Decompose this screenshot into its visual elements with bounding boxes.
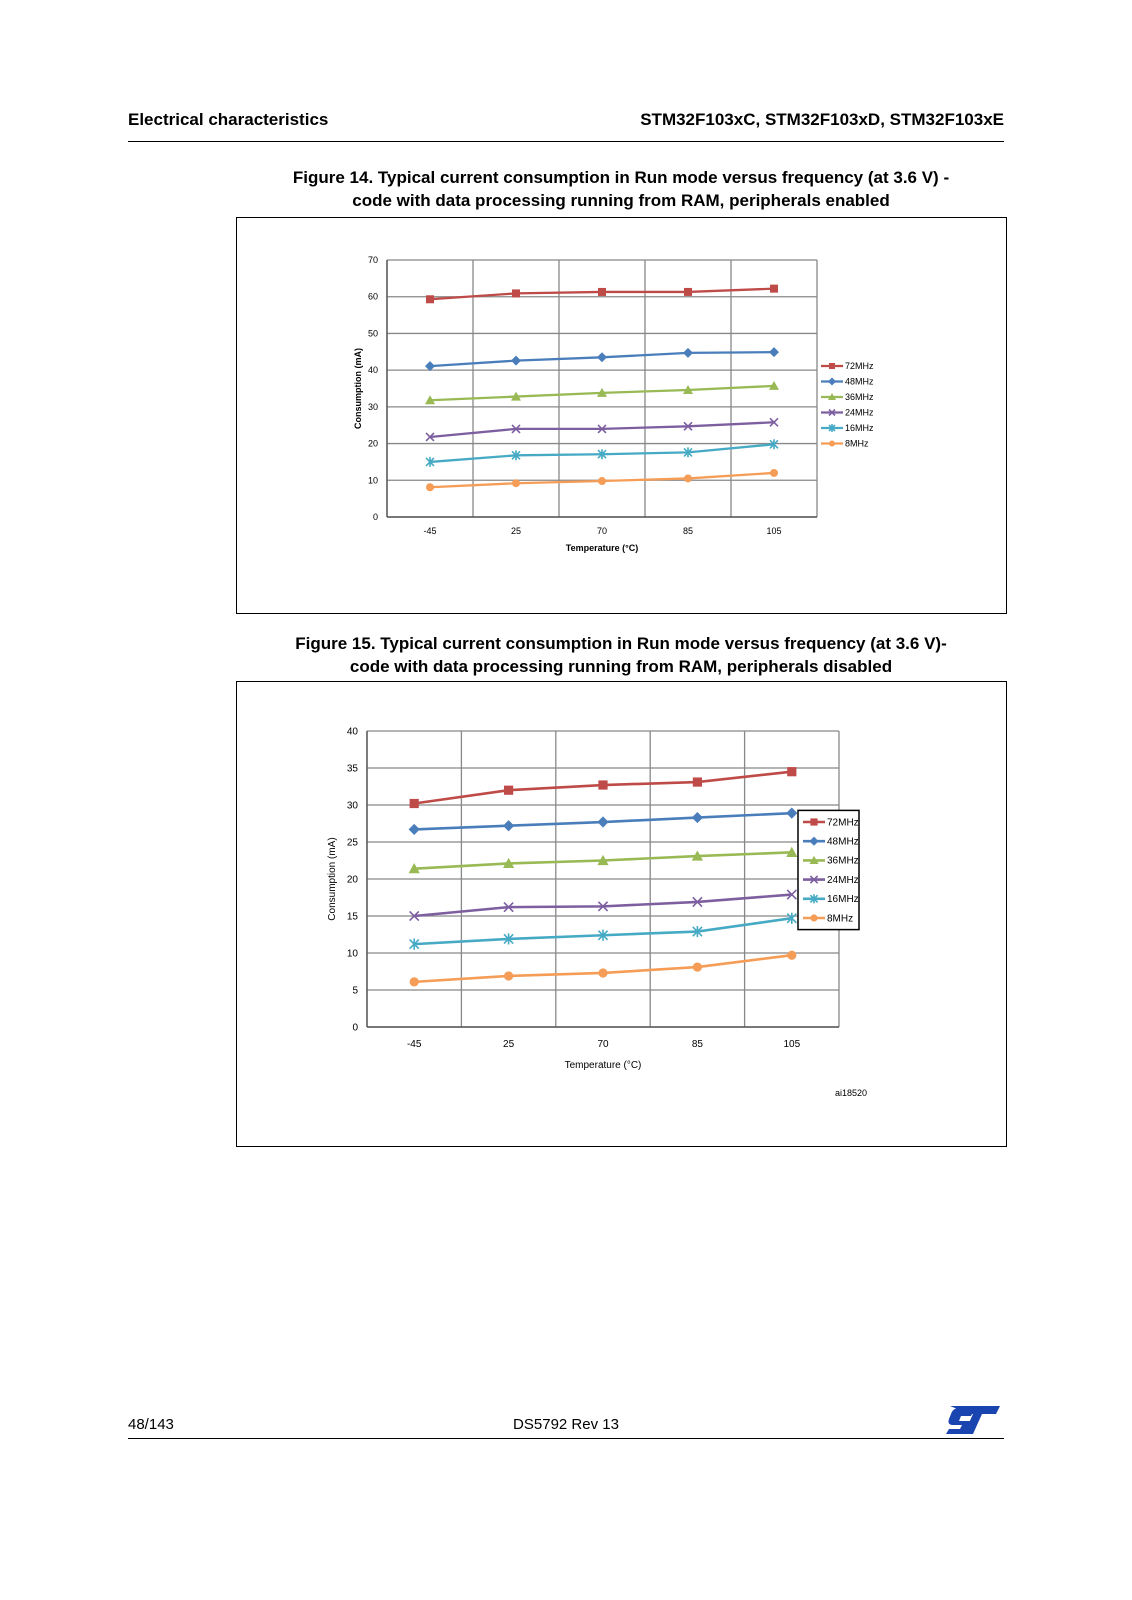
y-tick-label: 0 bbox=[352, 1022, 358, 1034]
data-point-72MHz bbox=[693, 777, 702, 786]
legend-label-16MHz: 16MHz bbox=[845, 423, 874, 433]
legend-marker-8MHz bbox=[810, 914, 817, 921]
x-axis-title: Temperature (°C) bbox=[565, 543, 639, 553]
data-point-8MHz bbox=[504, 971, 513, 980]
data-point-48MHz bbox=[786, 808, 797, 819]
y-tick-label: 25 bbox=[346, 837, 358, 849]
series-24MHz bbox=[426, 418, 778, 441]
series-48MHz bbox=[425, 347, 779, 371]
figure-15-caption-line1: Figure 15. Typical current consumption in Run mode versus frequency (at 3.6 V)- bbox=[295, 634, 947, 653]
y-tick-label: 70 bbox=[367, 255, 378, 265]
data-point-72MHz bbox=[426, 295, 434, 303]
document-revision: DS5792 Rev 13 bbox=[513, 1416, 619, 1433]
y-tick-label: 30 bbox=[367, 401, 378, 412]
data-point-48MHz bbox=[511, 356, 521, 366]
legend-label-24MHz: 24MHz bbox=[827, 874, 859, 886]
x-tick-label: 25 bbox=[510, 526, 522, 536]
y-axis-title: Consumption (mA) bbox=[353, 348, 363, 429]
y-tick-label: 20 bbox=[367, 438, 378, 449]
series-16MHz bbox=[410, 913, 797, 950]
section-title: Electrical characteristics bbox=[128, 110, 329, 129]
y-tick-label: 0 bbox=[372, 512, 378, 522]
y-tick-label: 40 bbox=[367, 365, 378, 376]
series-8MHz bbox=[410, 951, 797, 987]
x-tick-label: 25 bbox=[503, 1039, 515, 1050]
x-tick-label: 70 bbox=[596, 526, 608, 536]
figure-14-caption bbox=[236, 166, 1006, 212]
x-tick-label: 85 bbox=[691, 1039, 703, 1050]
legend-label-48MHz: 48MHz bbox=[845, 376, 874, 387]
data-point-8MHz bbox=[693, 962, 702, 971]
data-point-48MHz bbox=[683, 348, 693, 358]
st-logo bbox=[940, 1402, 1004, 1443]
header-rule bbox=[128, 141, 1004, 142]
figure-id-annotation: ai18520 bbox=[834, 1088, 867, 1098]
y-tick-label: 60 bbox=[367, 291, 378, 302]
legend-marker-72MHz bbox=[810, 818, 817, 825]
chart-legend bbox=[798, 810, 859, 929]
data-point-72MHz bbox=[410, 799, 419, 808]
data-point-8MHz bbox=[684, 474, 692, 482]
data-point-8MHz bbox=[512, 479, 520, 487]
series-36MHz bbox=[409, 847, 798, 873]
data-point-72MHz bbox=[512, 289, 520, 297]
device-list: STM32F103xC, STM32F103xD, STM32F103xE bbox=[640, 110, 1004, 129]
legend-marker-48MHz bbox=[828, 378, 836, 386]
y-tick-label: 20 bbox=[346, 874, 358, 886]
x-tick-label: -45 bbox=[406, 1039, 422, 1050]
x-tick-label: 85 bbox=[682, 526, 694, 536]
page-number: 48/143 bbox=[128, 1416, 174, 1433]
y-tick-label: 5 bbox=[352, 985, 358, 997]
x-tick-label: 105 bbox=[783, 1039, 801, 1050]
series-48MHz bbox=[409, 808, 798, 835]
legend-marker-8MHz bbox=[829, 441, 835, 447]
legend-label-48MHz: 48MHz bbox=[827, 836, 859, 848]
y-tick-label: 30 bbox=[346, 800, 358, 812]
data-point-48MHz bbox=[597, 352, 607, 362]
st-logo-icon bbox=[940, 1402, 1004, 1438]
figure-14-frame bbox=[236, 217, 1007, 614]
legend-label-72MHz: 72MHz bbox=[827, 817, 859, 829]
data-point-72MHz bbox=[504, 786, 513, 795]
legend-label-36MHz: 36MHz bbox=[845, 392, 874, 402]
y-tick-label: 10 bbox=[367, 475, 378, 486]
data-point-72MHz bbox=[598, 780, 607, 789]
data-point-48MHz bbox=[409, 824, 420, 835]
figure-14-caption-line1: Figure 14. Typical current consumption in Run mode versus frequency (at 3.6 V) - bbox=[292, 168, 950, 187]
data-point-8MHz bbox=[598, 968, 607, 977]
series-72MHz bbox=[410, 767, 797, 808]
legend-label-36MHz: 36MHz bbox=[827, 855, 859, 867]
x-tick-label: 70 bbox=[597, 1039, 609, 1050]
data-point-8MHz bbox=[426, 483, 434, 491]
legend-label-24MHz: 24MHz bbox=[845, 407, 874, 418]
footer-rule bbox=[128, 1438, 1004, 1439]
data-point-72MHz bbox=[770, 285, 778, 293]
x-tick-label: -45 bbox=[423, 526, 437, 536]
y-tick-label: 15 bbox=[346, 911, 358, 923]
series-36MHz bbox=[425, 381, 779, 404]
x-axis-title: Temperature (°C) bbox=[564, 1060, 642, 1071]
data-point-72MHz bbox=[684, 288, 692, 296]
legend-label-8MHz: 8MHz bbox=[845, 438, 869, 449]
data-point-72MHz bbox=[787, 767, 796, 776]
data-point-48MHz bbox=[597, 816, 608, 827]
x-tick-label: 105 bbox=[766, 526, 782, 536]
legend-marker-72MHz bbox=[829, 363, 835, 369]
y-tick-label: 40 bbox=[346, 726, 358, 738]
figure-15-caption bbox=[236, 632, 1006, 678]
data-point-8MHz bbox=[410, 977, 419, 986]
data-point-8MHz bbox=[598, 477, 606, 485]
data-point-48MHz bbox=[692, 812, 703, 823]
legend-label-16MHz: 16MHz bbox=[827, 894, 859, 906]
data-point-48MHz bbox=[769, 347, 779, 357]
legend-label-8MHz: 8MHz bbox=[827, 913, 854, 925]
y-axis-title: Consumption (mA) bbox=[327, 837, 338, 921]
series-72MHz bbox=[426, 285, 778, 304]
figure-15-frame bbox=[236, 681, 1007, 1147]
y-tick-label: 10 bbox=[346, 948, 358, 960]
data-point-72MHz bbox=[598, 288, 606, 296]
data-point-48MHz bbox=[503, 820, 514, 831]
figure-15-chart bbox=[237, 682, 1006, 1146]
data-point-8MHz bbox=[787, 951, 796, 960]
figure-15-caption-line2: code with data processing running from RAM, peripherals disabled bbox=[349, 657, 893, 676]
y-tick-label: 50 bbox=[367, 328, 378, 339]
legend-label-72MHz: 72MHz bbox=[845, 361, 874, 371]
chart-legend bbox=[821, 361, 874, 449]
figure-14-chart bbox=[237, 218, 1006, 613]
data-point-8MHz bbox=[770, 469, 778, 477]
y-tick-label: 35 bbox=[346, 763, 358, 775]
figure-14-caption-line2: code with data processing running from RAM, peripherals enabled bbox=[352, 191, 890, 210]
